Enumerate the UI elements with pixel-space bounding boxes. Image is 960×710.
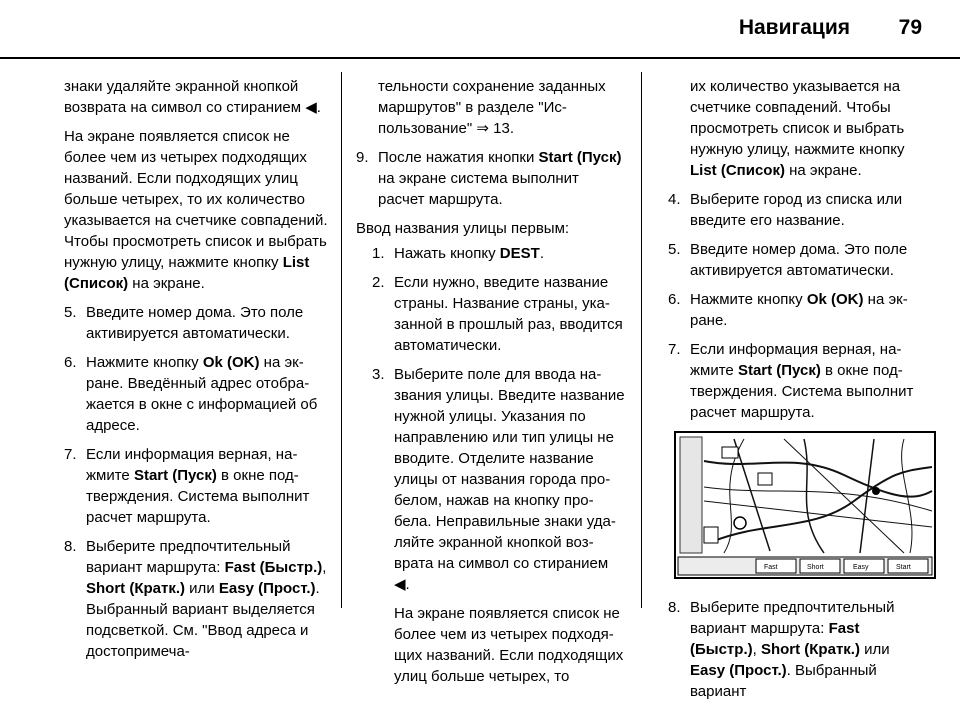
destination-icon [872,487,880,495]
start-button[interactable]: Start [896,564,911,571]
paragraph: На экране появляется список не более чем из четырех подходящих названий. Если подходящих улиц больше четырех, то их количество указывается на счетчике совпадений. Чтобы просмотреть список и выбрать нужную улицу, нажмите кнопку List (Список) на экране. [64,128,328,292]
sub-list [356,243,626,687]
paragraph: их количество указывается на счетчике совпадений. Чтобы просмотреть список и выбрать нужную улицу, нажмите кнопку List (Список) на экране. [690,78,905,179]
side-toolbar [680,437,702,553]
screen-frame [675,432,935,578]
short-button[interactable]: Short [807,564,824,571]
hotel-icon [704,527,718,543]
paragraph: На экране появляется список не более чем из четырех подходящих названий. Если подходящих улиц больше четырех, то [394,605,624,685]
page-number: 79 [898,16,922,39]
list-item: 2. Если нужно, введите название страны. Название страны, указанной в прошлый раз, вводится автоматически. [372,274,623,354]
header-rule [0,57,960,59]
page-header [0,0,960,58]
list-item: 6. Нажмите кнопку Ok (OK) на экране. Введённый адрес отображается в окне с информацией об адресе. [64,354,318,434]
nav-screen-figure [674,431,936,579]
column-middle [356,76,626,695]
nav-map-screen [674,431,936,579]
list-item: 1. Нажать кнопку DEST. [372,245,544,262]
list-item: 9. После нажатия кнопки Start (Пуск) на экране система выполнит расчет маршрута. [356,149,622,208]
list-item: 4. Выберите город из списка или введите его название. [668,191,903,229]
highway-shield-icon [722,447,738,458]
list-item: 8. Выберите предпочтительный вариант маршрута: Fast (Быстр.), Short (Кратк.) или Easy (Прост.). Выбранный вариант выделяется подсветкой. См. "Ввод адреса и достопримеча- [64,538,327,660]
fast-button[interactable]: Fast [764,564,778,571]
list-item: 7. Если информация верная, нажмите Start (Пуск) в окне подтверждения. Система выполнит расчет маршрута. [64,446,310,526]
list-item: 6. Нажмите кнопку Ok (OK) на экране. [668,291,908,329]
column-left [64,76,330,670]
list-item: 8. Выберите предпочтительный вариант маршрута: Fast (Быстр.), Short (Кратк.) или Easy (Прост.). Выбранный вариант [668,599,895,700]
page-title: Навигация [738,16,850,39]
column-divider [341,72,342,608]
poi-icon [758,473,772,485]
list-item: 3. Выберите поле для ввода названия улицы. Введите название нужной улицы. Указания по направлению или тип улицы не вводите. Отделите название улицы от названия города пробелом, нажав на кнопку пробела. Неправильные знаки удаляйте экранной кнопкой возврата на символ со стиранием ◀. [372,366,625,593]
section-heading: Ввод названия улицы первым: [356,220,570,237]
location-marker-icon [734,517,746,529]
list-item: 7. Если информация верная, нажмите Start (Пуск) в окне подтверждения. Система выполнит расчет маршрута. [668,341,914,421]
list-item: 5. Введите номер дома. Это поле активируется автоматически. [668,241,908,279]
column-divider [641,72,642,608]
column-right [668,76,924,710]
list-item: 5. Введите номер дома. Это поле активируется автоматически. [64,304,304,342]
paragraph: тельности сохранение заданных маршрутов" в разделе "Использование" ⇒ 13. [378,78,606,137]
paragraph: знаки удаляйте экранной кнопкой возврата на символ со стиранием ◀. [64,78,321,116]
easy-button[interactable]: Easy [853,564,869,571]
